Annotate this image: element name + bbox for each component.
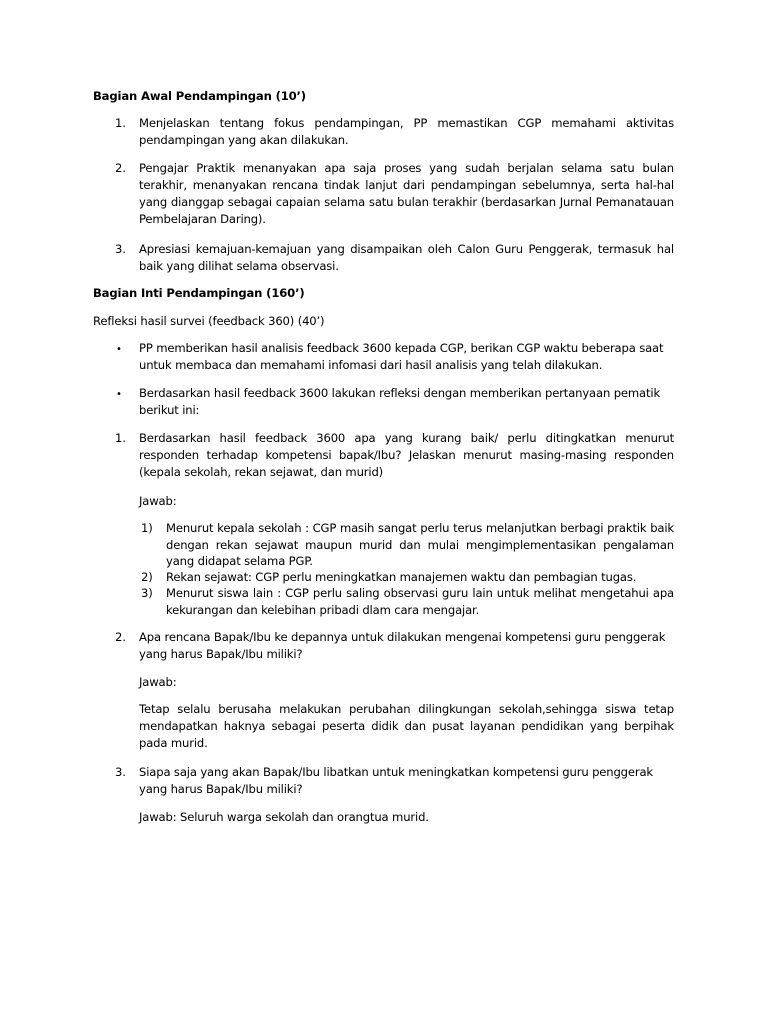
section-subheading: Refleksi hasil survei (feedback 360) (40’) — [93, 314, 325, 328]
bullet-item — [93, 385, 674, 419]
question-number: 2. — [115, 630, 126, 644]
list-number: 2. — [115, 161, 126, 175]
question-number: 3. — [115, 765, 126, 779]
section-heading-awal: Bagian Awal Pendampingan (10’) — [93, 89, 306, 103]
list-item-text: Menjelaskan tentang fokus pendampingan, PP memastikan CGP memahami aktivitas pendampingan yang akan dilakukan. — [139, 116, 674, 147]
section-heading-inti: Bagian Inti Pendampingan (160’) — [93, 286, 305, 300]
answer-text: Tetap selalu berusaha melakukan perubahan dilingkungan sekolah,sehingga siswa tetap mendapatkan haknya sebagai peserta didik dan pusat layanan pendidikan yang berpihak pada murid. — [139, 702, 674, 750]
sub-answer-text: Menurut siswa lain : CGP perlu saling observasi guru lain untuk melihat mengetahui apa kekurangan dan kelebihan pribadi dlam cara mengajar. — [166, 586, 674, 617]
question-item — [93, 430, 674, 481]
list-item — [93, 115, 674, 149]
list-item — [93, 160, 674, 228]
sub-answer-number: 2) — [141, 570, 153, 584]
list-item-text: Pengajar Praktik menanyakan apa saja proses yang sudah berjalan selama satu bulan terakhir, menanyakan rencana tindak lanjut dari pendampingan sebelumnya, serta hal-hal yang dianggap sebagai capaian selama satu bulan terakhir (berdasarkan Jurnal Pemanatauan Pembelajaran Daring). — [139, 161, 674, 226]
bullet-item-text: PP memberikan hasil analisis feedback 3600 kepada CGP, berikan CGP waktu beberapa saat untuk membaca dan memahami infomasi dari hasil analisis yang telah dilakukan. — [139, 341, 664, 372]
question-text: Siapa saja yang akan Bapak/Ibu libatkan untuk meningkatkan kompetensi guru penggerak yang harus Bapak/Ibu miliki? — [139, 765, 653, 796]
question-text: Apa rencana Bapak/Ibu ke depannya untuk dilakukan mengenai kompetensi guru penggerak yang harus Bapak/Ibu miliki? — [139, 630, 666, 661]
list-number: 3. — [115, 242, 126, 256]
question-text: Berdasarkan hasil feedback 3600 apa yang kurang baik/ perlu ditingkatkan menurut responden terhadap kompetensi bapak/Ibu? Jelaskan menurut masing-masing responden (kepala sekolah, rekan sejawat, dan murid) — [139, 431, 674, 479]
question-item — [93, 764, 674, 798]
sub-answer-item — [139, 585, 674, 618]
list-item-text: Apresiasi kemajuan-kemajuan yang disampaikan oleh Calon Guru Penggerak, termasuk hal baik yang dilihat selama observasi. — [139, 242, 674, 273]
answer-text: Jawab: Seluruh warga sekolah dan orangtua murid. — [139, 810, 429, 824]
bullet-item — [93, 340, 674, 374]
bullet-marker: • — [116, 389, 122, 400]
sub-answer-text: Rekan sejawat: CGP perlu meningkatkan manajemen waktu dan pembagian tugas. — [166, 570, 637, 584]
sub-answer-item — [139, 569, 674, 586]
question-item — [93, 629, 674, 663]
list-number: 1. — [115, 116, 126, 130]
bullet-marker: • — [116, 344, 122, 355]
sub-answer-item — [139, 520, 674, 570]
answer-label: Jawab: — [139, 675, 177, 689]
answer-label: Jawab: — [139, 494, 177, 508]
question-number: 1. — [115, 431, 126, 445]
sub-answer-number: 3) — [141, 586, 153, 600]
list-item — [93, 241, 674, 275]
sub-answer-text: Menurut kepala sekolah : CGP masih sangat perlu terus melanjutkan berbagi praktik baik dengan rekan sejawat maupun murid dan mulai mengimplementasikan pengalaman yang didapat selama PGP. — [166, 521, 674, 568]
bullet-item-text: Berdasarkan hasil feedback 3600 lakukan refleksi dengan memberikan pertanyaan pematik berikut ini: — [139, 386, 661, 417]
sub-answer-number: 1) — [141, 521, 153, 535]
